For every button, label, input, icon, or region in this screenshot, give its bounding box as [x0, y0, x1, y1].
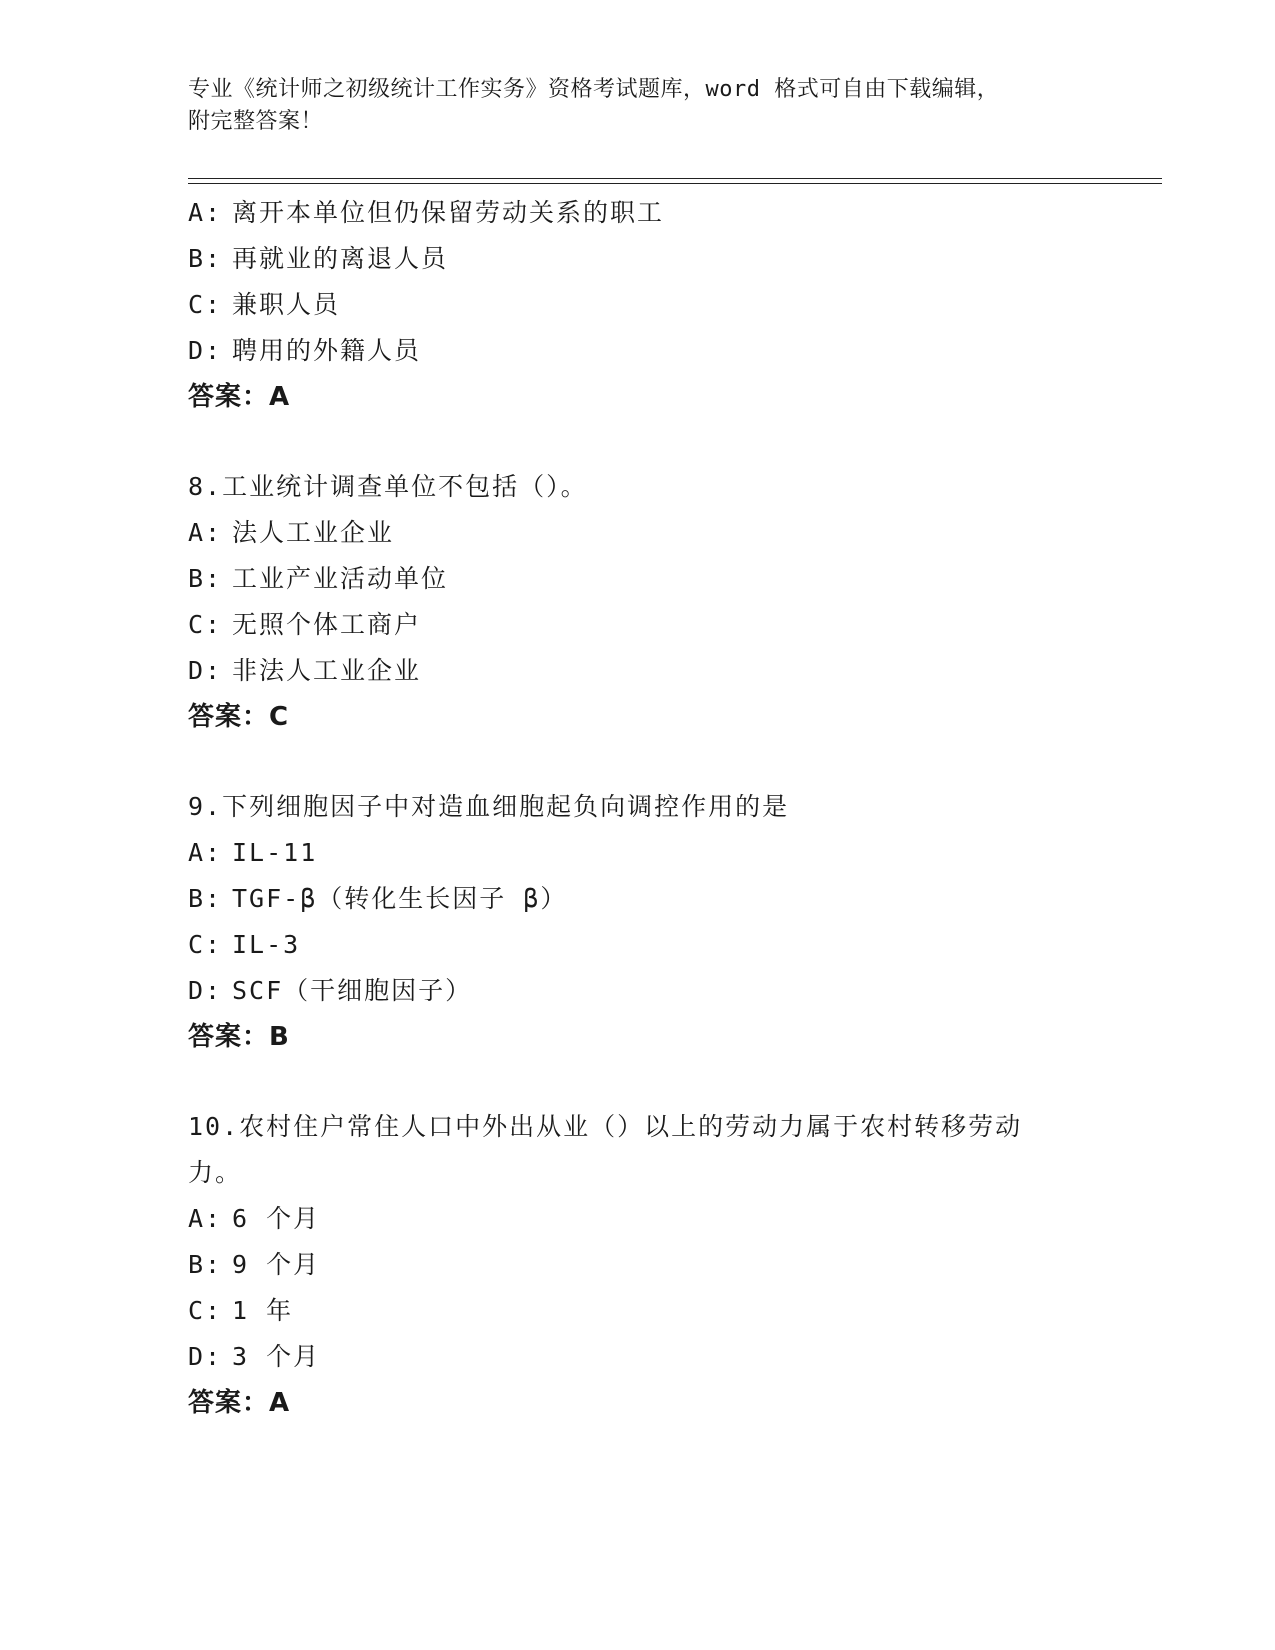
- header-line-2: 附完整答案！: [188, 109, 324, 134]
- option-d: D: 3 个月: [188, 1342, 321, 1371]
- question-block-8: [188, 464, 1088, 740]
- option-c: C: IL-3: [188, 930, 301, 959]
- option-a: A: 离开本单位但仍保留劳动关系的职工: [188, 198, 665, 227]
- question-block-10: [188, 1104, 1088, 1426]
- question-text-line-1: 10.农村住户常住人口中外出从业（）以上的劳动力属于农村转移劳动: [188, 1112, 1023, 1141]
- option-c: C: 1 年: [188, 1296, 294, 1325]
- option-d: D: 非法人工业企业: [188, 656, 422, 685]
- option-a: A: 法人工业企业: [188, 518, 395, 547]
- answer-line: 答案：A: [188, 382, 291, 412]
- answer-line: 答案：A: [188, 1388, 291, 1418]
- option-d: D: 聘用的外籍人员: [188, 336, 422, 365]
- option-b: B: 9 个月: [188, 1250, 321, 1279]
- option-c: C: 兼职人员: [188, 290, 341, 319]
- answer-line: 答案：C: [188, 702, 290, 732]
- question-text-line-2: 力。: [188, 1158, 243, 1187]
- document-header: [188, 74, 1088, 138]
- option-b: B: 再就业的离退人员: [188, 244, 449, 273]
- question-text: 9.下列细胞因子中对造血细胞起负向调控作用的是: [188, 792, 790, 821]
- option-a: A: IL-11: [188, 838, 318, 867]
- question-list: [188, 190, 1088, 1426]
- question-block-9: [188, 784, 1088, 1060]
- answer-line: 答案：B: [188, 1022, 290, 1052]
- option-d: D: SCF（干细胞因子）: [188, 976, 473, 1005]
- header-line-1: 专业《统计师之初级统计工作实务》资格考试题库，word 格式可自由下载编辑，: [188, 77, 1000, 102]
- header-divider-top: [188, 178, 1162, 179]
- question-block-7: [188, 190, 1088, 420]
- option-b: B: 工业产业活动单位: [188, 564, 449, 593]
- option-c: C: 无照个体工商户: [188, 610, 422, 639]
- header-divider-bottom: [188, 183, 1162, 184]
- question-text: 8.工业统计调查单位不包括（）。: [188, 472, 588, 501]
- option-a: A: 6 个月: [188, 1204, 321, 1233]
- option-b: B: TGF-β（转化生长因子 β）: [188, 884, 568, 913]
